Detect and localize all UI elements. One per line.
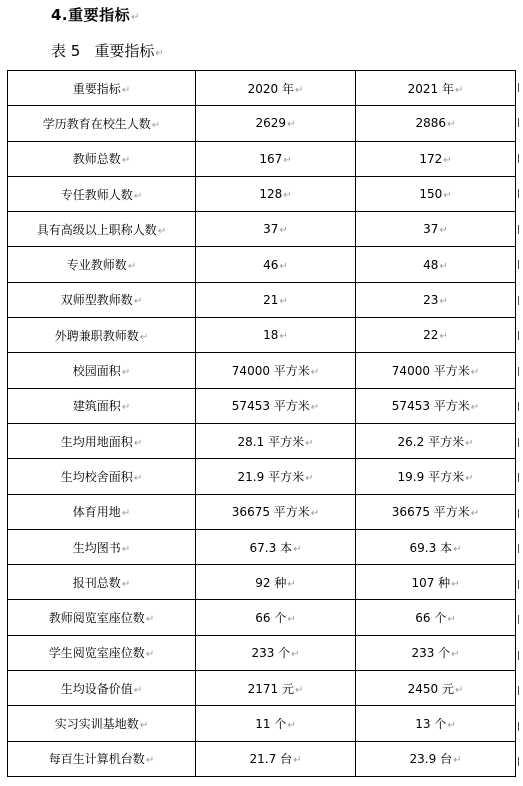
indicators-table-body bbox=[8, 71, 516, 777]
table-caption bbox=[51, 40, 164, 61]
table-cell bbox=[8, 318, 196, 353]
table-cell bbox=[8, 176, 196, 211]
table-cell bbox=[356, 388, 516, 423]
table-cell bbox=[356, 706, 516, 741]
cell-end-mark-icon: ↵ bbox=[451, 649, 460, 661]
table-cell bbox=[356, 353, 516, 388]
cell-end-mark-icon: ↵ bbox=[121, 402, 131, 414]
cell-end-mark-icon: ↵ bbox=[291, 649, 300, 661]
table-row bbox=[8, 106, 516, 141]
row-end-marker-icon bbox=[518, 615, 519, 624]
cell-end-mark-icon: ↵ bbox=[454, 684, 464, 696]
cell-end-mark-icon: ↵ bbox=[287, 119, 296, 131]
table-cell-text: 双师型教师数 bbox=[60, 293, 133, 308]
row-end-marker-icon bbox=[518, 686, 519, 695]
row-end-marker-icon bbox=[518, 580, 519, 589]
table-cell-text: 教师阅览室座位数 bbox=[48, 611, 145, 626]
row-end-marker-icon bbox=[518, 225, 519, 234]
table-cell-text: 172 bbox=[419, 151, 443, 166]
cell-end-mark-icon: ↵ bbox=[279, 295, 288, 307]
table-caption-number: 表 5 bbox=[51, 42, 81, 60]
table-cell-text: 66 个 bbox=[415, 611, 447, 626]
table-cell-text: 2629 bbox=[255, 116, 287, 131]
table-cell-text: 生均设备价值 bbox=[60, 681, 133, 696]
table-cell bbox=[8, 71, 196, 106]
table-cell-text: 学生阅览室座位数 bbox=[48, 646, 145, 661]
table-cell-text: 报刊总数 bbox=[72, 575, 121, 590]
cell-end-mark-icon: ↵ bbox=[470, 402, 480, 414]
table-cell-text: 69.3 本 bbox=[409, 540, 453, 555]
table-header-row bbox=[8, 71, 516, 106]
cell-end-mark-icon: ↵ bbox=[133, 684, 143, 696]
indicators-table bbox=[7, 70, 516, 777]
table-cell bbox=[8, 388, 196, 423]
table-cell-text: 23.9 台 bbox=[409, 752, 453, 767]
table-row bbox=[8, 529, 516, 564]
cell-end-mark-icon: ↵ bbox=[127, 261, 137, 273]
row-end-marker-icon bbox=[518, 473, 519, 482]
paragraph-mark-icon: ↵ bbox=[155, 48, 164, 59]
table-cell-text: 13 个 bbox=[415, 716, 447, 731]
cell-end-mark-icon: ↵ bbox=[151, 119, 161, 131]
table-cell-text: 167 bbox=[259, 151, 283, 166]
table-end-of-row-markers bbox=[518, 70, 523, 780]
table-cell bbox=[8, 353, 196, 388]
table-cell-text: 2021 年 bbox=[407, 81, 454, 96]
table-cell bbox=[8, 600, 196, 635]
table-cell-text: 2171 元 bbox=[247, 681, 294, 696]
table-cell-text: 11 个 bbox=[255, 716, 287, 731]
cell-end-mark-icon: ↵ bbox=[439, 260, 448, 272]
row-end-marker-icon bbox=[518, 118, 519, 127]
table-cell-text: 233 个 bbox=[411, 646, 451, 661]
row-end-marker-icon bbox=[518, 367, 519, 376]
row-end-marker-icon bbox=[518, 651, 519, 660]
table-row bbox=[8, 176, 516, 211]
cell-end-mark-icon: ↵ bbox=[310, 402, 320, 414]
table-cell bbox=[196, 706, 356, 741]
table-cell bbox=[8, 106, 196, 141]
cell-end-mark-icon: ↵ bbox=[443, 154, 452, 166]
cell-end-mark-icon: ↵ bbox=[293, 543, 302, 555]
table-cell-text: 外聘兼职教师数 bbox=[54, 328, 139, 343]
table-cell-text: 74000 平方米 bbox=[231, 364, 310, 379]
table-cell bbox=[356, 176, 516, 211]
cell-end-mark-icon: ↵ bbox=[133, 437, 143, 449]
table-caption-title: 重要指标 bbox=[94, 42, 155, 60]
table-cell-text: 66 个 bbox=[255, 611, 287, 626]
cell-end-mark-icon: ↵ bbox=[465, 472, 474, 484]
cell-end-mark-icon: ↵ bbox=[447, 614, 456, 626]
table-cell-text: 36675 平方米 bbox=[391, 505, 470, 520]
cell-end-mark-icon: ↵ bbox=[121, 508, 131, 520]
cell-end-mark-icon: ↵ bbox=[443, 190, 452, 202]
cell-end-mark-icon: ↵ bbox=[310, 508, 320, 520]
table-row bbox=[8, 282, 516, 317]
table-cell-text: 48 bbox=[423, 257, 439, 272]
table-cell-text: 21 bbox=[263, 292, 279, 307]
table-row bbox=[8, 600, 516, 635]
cell-end-mark-icon: ↵ bbox=[139, 331, 149, 343]
table-cell-text: 重要指标 bbox=[72, 81, 121, 96]
table-cell-text: 21.9 平方米 bbox=[237, 469, 305, 484]
row-end-marker-icon bbox=[518, 154, 519, 163]
cell-end-mark-icon: ↵ bbox=[279, 331, 288, 343]
table-row bbox=[8, 212, 516, 247]
table-cell-text: 2020 年 bbox=[247, 81, 294, 96]
table-cell-text: 23 bbox=[423, 292, 439, 307]
table-cell-text: 57453 平方米 bbox=[231, 399, 310, 414]
table-cell bbox=[8, 423, 196, 458]
table-cell bbox=[8, 212, 196, 247]
table-cell-text: 128 bbox=[259, 187, 283, 202]
table-cell bbox=[196, 459, 356, 494]
cell-end-mark-icon: ↵ bbox=[287, 719, 296, 731]
cell-end-mark-icon: ↵ bbox=[133, 190, 143, 202]
table-cell bbox=[196, 565, 356, 600]
cell-end-mark-icon: ↵ bbox=[121, 543, 131, 555]
table-row bbox=[8, 141, 516, 176]
table-cell-text: 建筑面积 bbox=[72, 399, 121, 414]
table-cell-text: 生均用地面积 bbox=[60, 434, 133, 449]
cell-end-mark-icon: ↵ bbox=[439, 225, 448, 237]
cell-end-mark-icon: ↵ bbox=[447, 719, 456, 731]
cell-end-mark-icon: ↵ bbox=[310, 367, 320, 379]
row-end-marker-icon bbox=[518, 331, 519, 340]
row-end-marker-icon bbox=[518, 296, 519, 305]
table-row bbox=[8, 247, 516, 282]
table-cell-text: 22 bbox=[423, 328, 439, 343]
table-cell-text: 18 bbox=[263, 328, 279, 343]
cell-end-mark-icon: ↵ bbox=[121, 155, 131, 167]
table-cell bbox=[8, 706, 196, 741]
cell-end-mark-icon: ↵ bbox=[133, 296, 143, 308]
table-cell bbox=[356, 71, 516, 106]
table-cell-text: 92 种 bbox=[255, 575, 287, 590]
table-cell bbox=[196, 71, 356, 106]
cell-end-mark-icon: ↵ bbox=[470, 367, 480, 379]
table-cell bbox=[356, 459, 516, 494]
cell-end-mark-icon: ↵ bbox=[305, 437, 314, 449]
table-cell-text: 107 种 bbox=[411, 575, 451, 590]
cell-end-mark-icon: ↵ bbox=[465, 437, 474, 449]
table-cell bbox=[196, 247, 356, 282]
table-cell bbox=[356, 671, 516, 706]
cell-end-mark-icon: ↵ bbox=[287, 614, 296, 626]
cell-end-mark-icon: ↵ bbox=[139, 719, 149, 731]
table-cell bbox=[356, 282, 516, 317]
cell-end-mark-icon: ↵ bbox=[121, 367, 131, 379]
row-end-marker-icon bbox=[518, 402, 519, 411]
table-cell bbox=[356, 741, 516, 776]
table-cell-text: 专任教师人数 bbox=[60, 187, 133, 202]
row-end-marker-icon bbox=[518, 260, 519, 269]
table-cell bbox=[8, 459, 196, 494]
table-row bbox=[8, 706, 516, 741]
table-cell-text: 校园面积 bbox=[72, 364, 121, 379]
row-end-marker-icon bbox=[518, 544, 519, 553]
cell-end-mark-icon: ↵ bbox=[305, 472, 314, 484]
table-cell bbox=[196, 141, 356, 176]
table-cell-text: 37 bbox=[423, 222, 439, 237]
table-cell-text: 教师总数 bbox=[72, 152, 121, 167]
cell-end-mark-icon: ↵ bbox=[157, 225, 167, 237]
table-cell bbox=[356, 565, 516, 600]
cell-end-mark-icon: ↵ bbox=[133, 472, 143, 484]
cell-end-mark-icon: ↵ bbox=[294, 84, 304, 96]
table-cell bbox=[356, 635, 516, 670]
table-row bbox=[8, 494, 516, 529]
table-cell bbox=[356, 529, 516, 564]
table-cell-text: 生均图书 bbox=[72, 540, 121, 555]
table-cell bbox=[356, 247, 516, 282]
table-cell bbox=[356, 141, 516, 176]
table-cell-text: 生均校舍面积 bbox=[60, 469, 133, 484]
table-row bbox=[8, 565, 516, 600]
table-row bbox=[8, 741, 516, 776]
table-cell-text: 2886 bbox=[415, 116, 447, 131]
cell-end-mark-icon: ↵ bbox=[283, 190, 292, 202]
table-cell-text: 233 个 bbox=[251, 646, 291, 661]
table-cell bbox=[8, 741, 196, 776]
table-cell bbox=[8, 529, 196, 564]
table-cell bbox=[196, 282, 356, 317]
table-cell bbox=[196, 318, 356, 353]
paragraph-mark-icon: ↵ bbox=[131, 12, 141, 23]
table-cell bbox=[8, 141, 196, 176]
table-row bbox=[8, 635, 516, 670]
table-cell-text: 37 bbox=[263, 222, 279, 237]
cell-end-mark-icon: ↵ bbox=[294, 684, 304, 696]
row-end-marker-icon bbox=[518, 757, 519, 766]
table-cell bbox=[196, 494, 356, 529]
cell-end-mark-icon: ↵ bbox=[145, 649, 155, 661]
table-cell bbox=[8, 494, 196, 529]
cell-end-mark-icon: ↵ bbox=[453, 755, 462, 767]
table-cell bbox=[8, 282, 196, 317]
table-cell-text: 28.1 平方米 bbox=[237, 434, 305, 449]
row-end-marker-icon bbox=[518, 722, 519, 731]
table-cell bbox=[196, 600, 356, 635]
table-cell-text: 体育用地 bbox=[72, 505, 121, 520]
table-cell bbox=[356, 494, 516, 529]
table-cell-text: 每百生计算机台数 bbox=[48, 752, 145, 767]
table-row bbox=[8, 388, 516, 423]
table-cell-text: 学历教育在校生人数 bbox=[42, 116, 151, 131]
table-row bbox=[8, 318, 516, 353]
cell-end-mark-icon: ↵ bbox=[279, 225, 288, 237]
table-cell bbox=[356, 212, 516, 247]
table-row bbox=[8, 423, 516, 458]
table-cell-text: 46 bbox=[263, 257, 279, 272]
table-cell-text: 19.9 平方米 bbox=[397, 469, 465, 484]
cell-end-mark-icon: ↵ bbox=[145, 755, 155, 767]
table-cell bbox=[8, 635, 196, 670]
cell-end-mark-icon: ↵ bbox=[453, 543, 462, 555]
row-end-marker-icon bbox=[518, 438, 519, 447]
cell-end-mark-icon: ↵ bbox=[439, 295, 448, 307]
cell-end-mark-icon: ↵ bbox=[121, 578, 131, 590]
table-cell bbox=[8, 565, 196, 600]
section-heading-text: 4.重要指标 bbox=[51, 6, 131, 24]
table-cell bbox=[356, 106, 516, 141]
table-cell bbox=[196, 529, 356, 564]
table-cell-text: 2450 元 bbox=[407, 681, 454, 696]
table-cell bbox=[196, 353, 356, 388]
table-cell-text: 26.2 平方米 bbox=[397, 434, 465, 449]
table-row bbox=[8, 671, 516, 706]
row-end-marker-icon bbox=[518, 83, 519, 92]
table-cell-text: 专业教师数 bbox=[66, 258, 127, 273]
table-cell bbox=[196, 671, 356, 706]
table-row bbox=[8, 353, 516, 388]
table-cell-text: 具有高级以上职称人数 bbox=[36, 222, 157, 237]
cell-end-mark-icon: ↵ bbox=[439, 331, 448, 343]
table-cell-text: 36675 平方米 bbox=[231, 505, 310, 520]
cell-end-mark-icon: ↵ bbox=[451, 578, 460, 590]
cell-end-mark-icon: ↵ bbox=[121, 84, 131, 96]
table-cell bbox=[196, 423, 356, 458]
cell-end-mark-icon: ↵ bbox=[293, 755, 302, 767]
table-cell bbox=[196, 212, 356, 247]
table-row bbox=[8, 459, 516, 494]
cell-end-mark-icon: ↵ bbox=[287, 578, 296, 590]
cell-end-mark-icon: ↵ bbox=[454, 84, 464, 96]
row-end-marker-icon bbox=[518, 509, 519, 518]
table-cell bbox=[196, 741, 356, 776]
table-cell-text: 67.3 本 bbox=[249, 540, 293, 555]
table-cell bbox=[8, 247, 196, 282]
cell-end-mark-icon: ↵ bbox=[447, 119, 456, 131]
table-cell bbox=[356, 423, 516, 458]
cell-end-mark-icon: ↵ bbox=[279, 260, 288, 272]
table-cell bbox=[8, 671, 196, 706]
table-cell bbox=[356, 318, 516, 353]
table-cell bbox=[196, 388, 356, 423]
row-end-marker-icon bbox=[518, 189, 519, 198]
cell-end-mark-icon: ↵ bbox=[145, 614, 155, 626]
cell-end-mark-icon: ↵ bbox=[283, 154, 292, 166]
section-heading bbox=[51, 4, 140, 25]
table-cell-text: 57453 平方米 bbox=[391, 399, 470, 414]
table-cell-text: 实习实训基地数 bbox=[54, 716, 139, 731]
table-cell-text: 21.7 台 bbox=[249, 752, 293, 767]
table-cell bbox=[356, 600, 516, 635]
table-cell bbox=[196, 635, 356, 670]
table-cell-text: 74000 平方米 bbox=[391, 364, 470, 379]
table-cell bbox=[196, 176, 356, 211]
table-cell-text: 150 bbox=[419, 187, 443, 202]
cell-end-mark-icon: ↵ bbox=[470, 508, 480, 520]
table-cell bbox=[196, 106, 356, 141]
